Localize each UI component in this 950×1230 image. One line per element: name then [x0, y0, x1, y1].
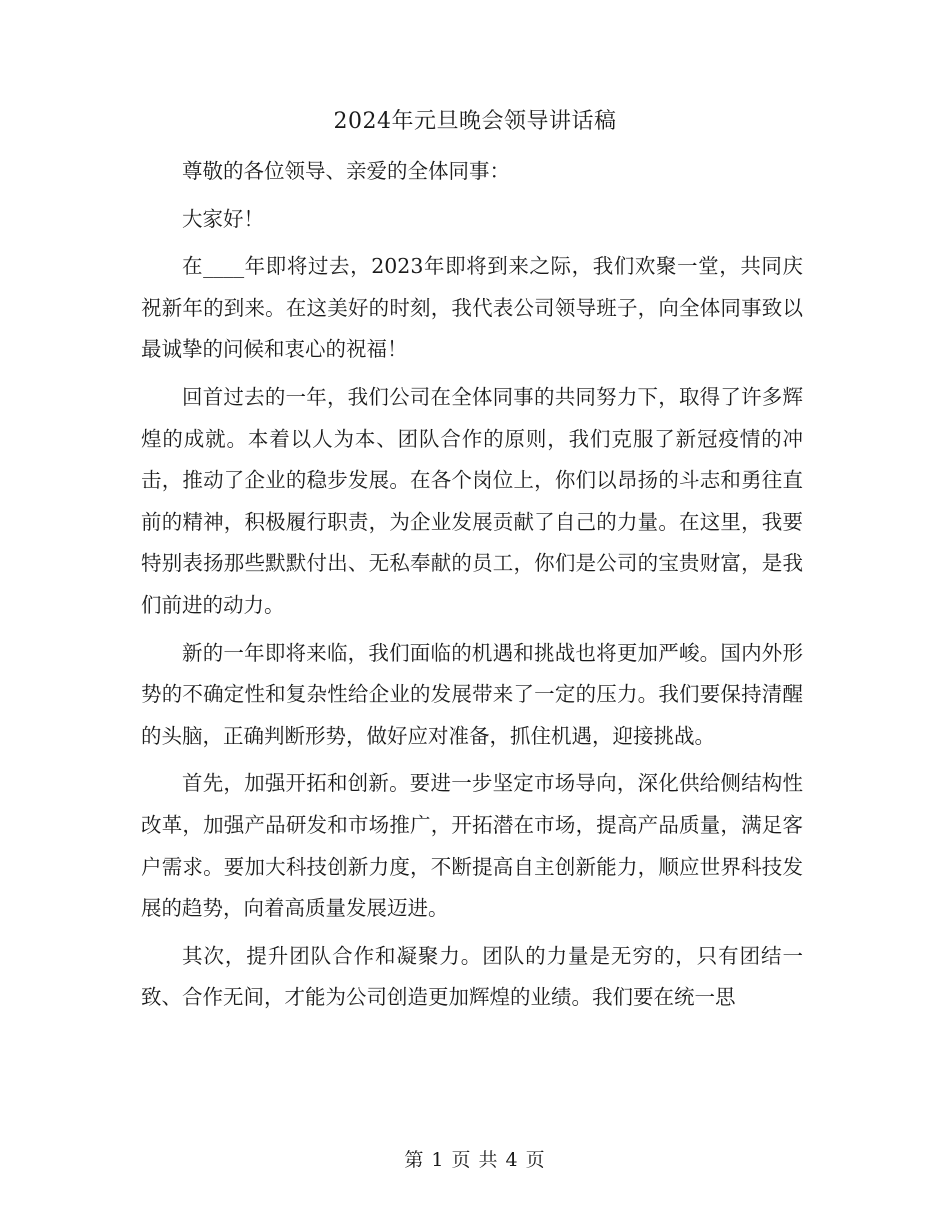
- document-body: [141, 151, 803, 1025]
- paragraph-teamwork: 其次，提升团队合作和凝聚力。团队的力量是无穷的，只有团结一致、合作无间，才能为公司创造更加辉煌的业绩。我们要在统一思: [141, 943, 803, 1010]
- paragraph-innovation: 首先，加强开拓和创新。要进一步坚定市场导向，深化供给侧结构性改革，加强产品研发和市场推广，开拓潜在市场，提高产品质量，满足客户需求。要加大科技创新力度，不断提高自主创新能力，顺应世界科技发展的趋势，向着高质量发展迈进。: [141, 771, 803, 921]
- document-title: 2024年元旦晚会领导讲话稿: [333, 109, 617, 134]
- paragraph-outlook: 新的一年即将来临，我们面临的机遇和挑战也将更加严峻。国内外形势的不确定性和复杂性给企业的发展带来了一定的压力。我们要保持清醒的头脑，正确判断形势，做好应对准备，抓住机遇，迎接挑战。: [141, 640, 803, 748]
- page-number: 第 1 页 共 4 页: [404, 1149, 546, 1171]
- paragraph-review: 回首过去的一年，我们公司在全体同事的共同努力下，取得了许多辉煌的成就。本着以人为本、团队合作的原则，我们克服了新冠疫情的冲击，推动了企业的稳步发展。在各个岗位上，你们以昂扬的斗志和勇往直前的精神，积极履行职责，为企业发展贡献了自己的力量。在这里，我要特别表扬那些默默付出、无私奉献的员工，你们是公司的宝贵财富，是我们前进的动力。: [141, 384, 803, 617]
- greeting: 大家好！: [182, 206, 264, 231]
- salutation: 尊敬的各位领导、亲爱的全体同事：: [182, 159, 510, 183]
- paragraph-intro: 在____年即将过去，2023年即将到来之际，我们欢聚一堂，共同庆祝新年的到来。在这美好的时刻，我代表公司领导班子，向全体同事致以最诚挚的问候和衷心的祝福！: [141, 254, 803, 362]
- page-footer: [0, 1146, 950, 1174]
